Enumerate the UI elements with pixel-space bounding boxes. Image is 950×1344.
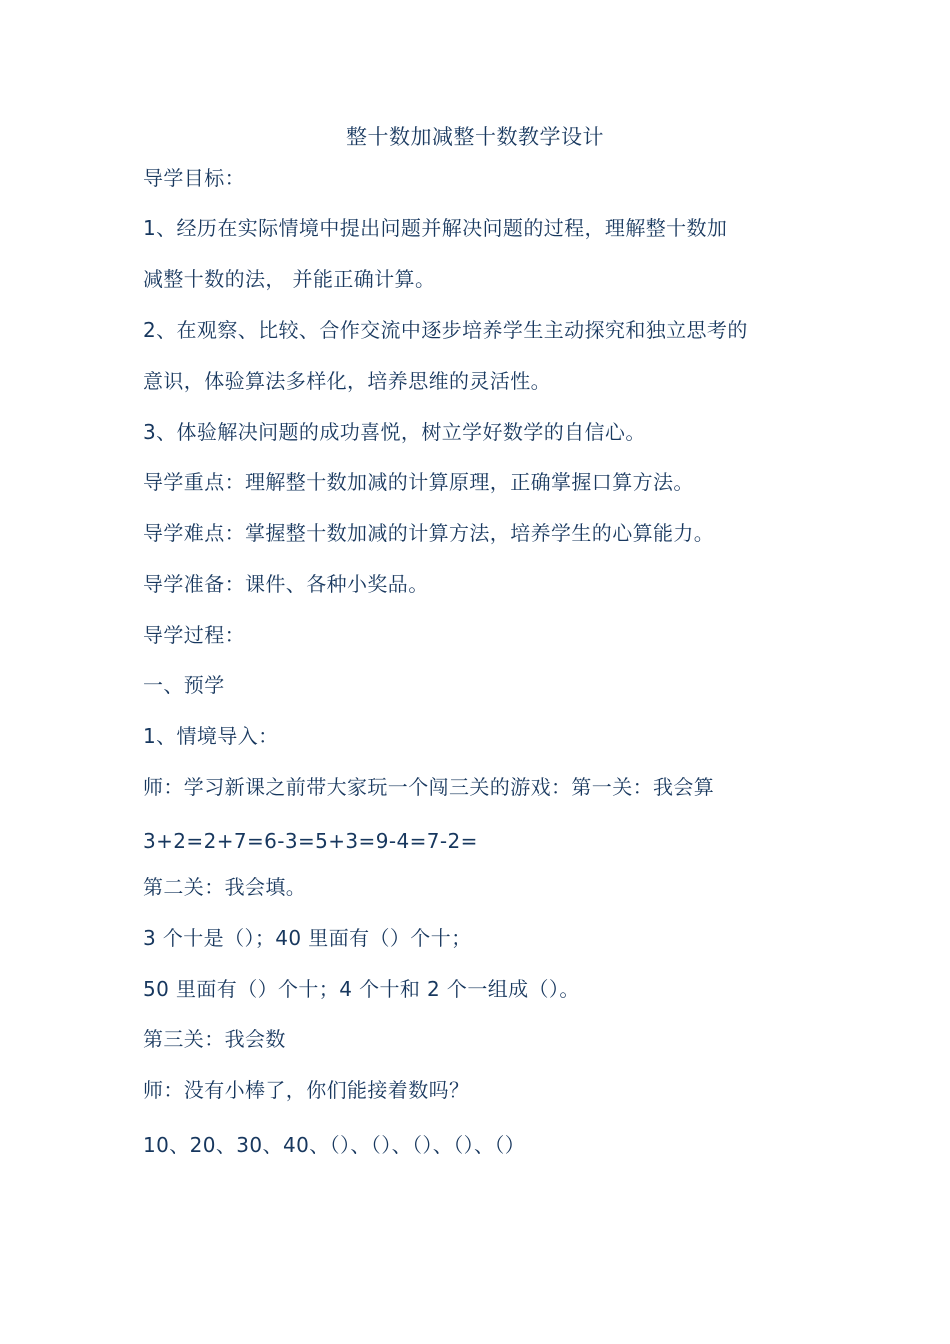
text-line: 导学目标： [143,166,245,190]
text-line: 3+2=2+7=6-3=5+3=9-4=7-2= [143,829,478,853]
text-line: 师：学习新课之前带大家玩一个闯三关的游戏：第一关：我会算 [143,775,715,799]
text-line: 导学过程： [143,623,245,647]
text-line: 导学难点：掌握整十数加减的计算方法，培养学生的心算能力。 [143,521,715,545]
text-line: 导学准备：课件、各种小奖品。 [143,572,429,596]
text-line: 1、经历在实际情境中提出问题并解决问题的过程，理解整十数加 [143,216,728,240]
text-line: 减整十数的法， 并能正确计算。 [143,267,436,291]
text-line: 10、20、30、40、（）、（）、（）、（）、（） [143,1133,526,1157]
text-line: 1、情境导入： [143,724,279,748]
text-line: 2、在观察、比较、合作交流中逐步培养学生主动探究和独立思考的 [143,318,748,342]
text-line: 意识，体验算法多样化，培养思维的灵活性。 [143,369,551,393]
text-line: 第三关：我会数 [143,1027,286,1051]
document-title: 整十数加减整十数教学设计 [346,125,604,149]
text-line: 师：没有小棒了，你们能接着数吗？ [143,1078,470,1102]
text-line: 3、体验解决问题的成功喜悦，树立学好数学的自信心。 [143,420,646,444]
text-line: 第二关：我会填。 [143,875,307,899]
text-line: 导学重点：理解整十数加减的计算原理，正确掌握口算方法。 [143,470,694,494]
text-line: 50 里面有（）个十；4 个十和 2 个一组成（）。 [143,977,580,1001]
text-line: 一、预学 [143,673,225,697]
text-line: 3 个十是（）；40 里面有（）个十； [143,926,472,950]
